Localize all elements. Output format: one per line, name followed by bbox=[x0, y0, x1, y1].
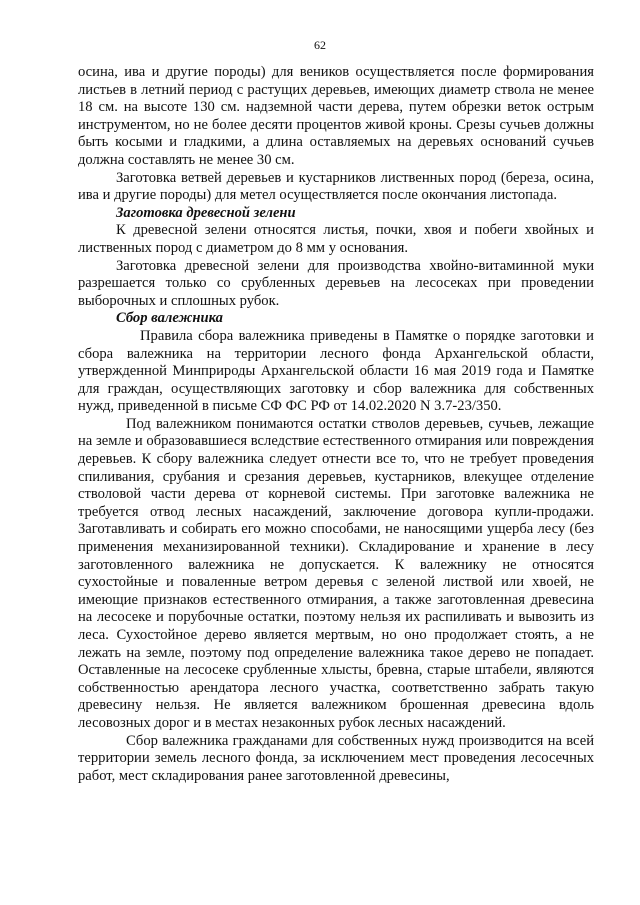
paragraph-broom-branches: Заготовка ветвей деревьев и кустарников лиственных пород (береза, осина, ива и другие породы) для метел осуществляется после окончания листопада. bbox=[78, 169, 594, 204]
paragraph-greenery-definition: К древесной зелени относятся листья, почки, хвоя и побеги хвойных и лиственных пород с диаметром до 8 мм у основания. bbox=[78, 222, 594, 256]
section-heading-deadwood-collection: Сбор валежника bbox=[116, 310, 223, 327]
paragraph-deadwood-rules: Правила сбора валежника приведены в Памятке о порядке заготовки и сбора валежника на территории лесного фонда Архангельской области, утвержденной Минприроды Архангельской области 16 мая 2019 года и Памятке для граждан, осуществляющих заготовку и сбор валежника для собственных нужд, приведенной в письме СФ ФС РФ от 14.02.2020 N 3.7-23/350. bbox=[78, 327, 594, 415]
section-heading-tree-greenery: Заготовка древесной зелени bbox=[116, 204, 296, 221]
paragraph-greenery-harvest: Заготовка древесной зелени для производства хвойно-витаминной муки разрешается только со срубленных деревьев на лесосеках при проведении выборочных и сплошных рубок. bbox=[78, 257, 594, 309]
paragraph-birch-brooms-continued: осина, ива и другие породы) для веников осуществляется после формирования листьев в летний период с растущих деревьев, имеющих диаметр ствола не менее 18 см. на высоте 130 см. надземной части дерева, путем обрезки веток острым инструментом, но не более десяти процентов живой кроны. Срезы сучьев должны быть косыми и гладкими, а длина оставляемых на деревьях оснований сучьев должна составлять не менее 30 см. bbox=[78, 64, 594, 168]
document-body bbox=[78, 64, 594, 785]
paragraph-deadwood-citizens: Сбор валежника гражданами для собственных нужд производится на всей территории земель лесного фонда, за исключением мест проведения лесосечных работ, мест складирования ранее заготовленной древесины, bbox=[78, 732, 594, 784]
page-number: 62 bbox=[314, 38, 326, 52]
paragraph-deadwood-definition: Под валежником понимаются остатки стволов деревьев, сучьев, лежащие на земле и образовавшиеся вследствие естественного отмирания или повреждения деревьев. К сбору валежника следует отнести все то, что не требует проведения спиливания, срубания и срезания деревьев, кустарников, влекущее отделение стволовой части дерева от корневой системы. При заготовке валежника не требуется отвод лесных насаждений, заключение договора купли-продажи. Заготавливать и собирать его можно способами, не наносящими ущерба лесу (без применения механизированной техники). Складирование и хранение в лесу заготовленного валежника не допускается. К валежнику не относятся сухостойные и поваленные ветром деревья с зеленой листвой или хвоей, не имеющие признаков естественного отмирания, а также заготовленная древесина на лесосеке и порубочные остатки, поэтому нельзя их распиливать и вывозить из леса. Сухостойное дерево является мертвым, но оно продолжает стоять, а не лежать на земле, поэтому под определение валежника такое дерево не попадает. Оставленные на лесосеке срубленные хлысты, бревна, старые штабели, являются собственностью арендатора лесного участка, соответственно забрать такую древесину нельзя. Не является валежником брошенная древесина вдоль лесовозных дорог и в местах незаконных рубок лесных насаждений. bbox=[78, 415, 594, 731]
